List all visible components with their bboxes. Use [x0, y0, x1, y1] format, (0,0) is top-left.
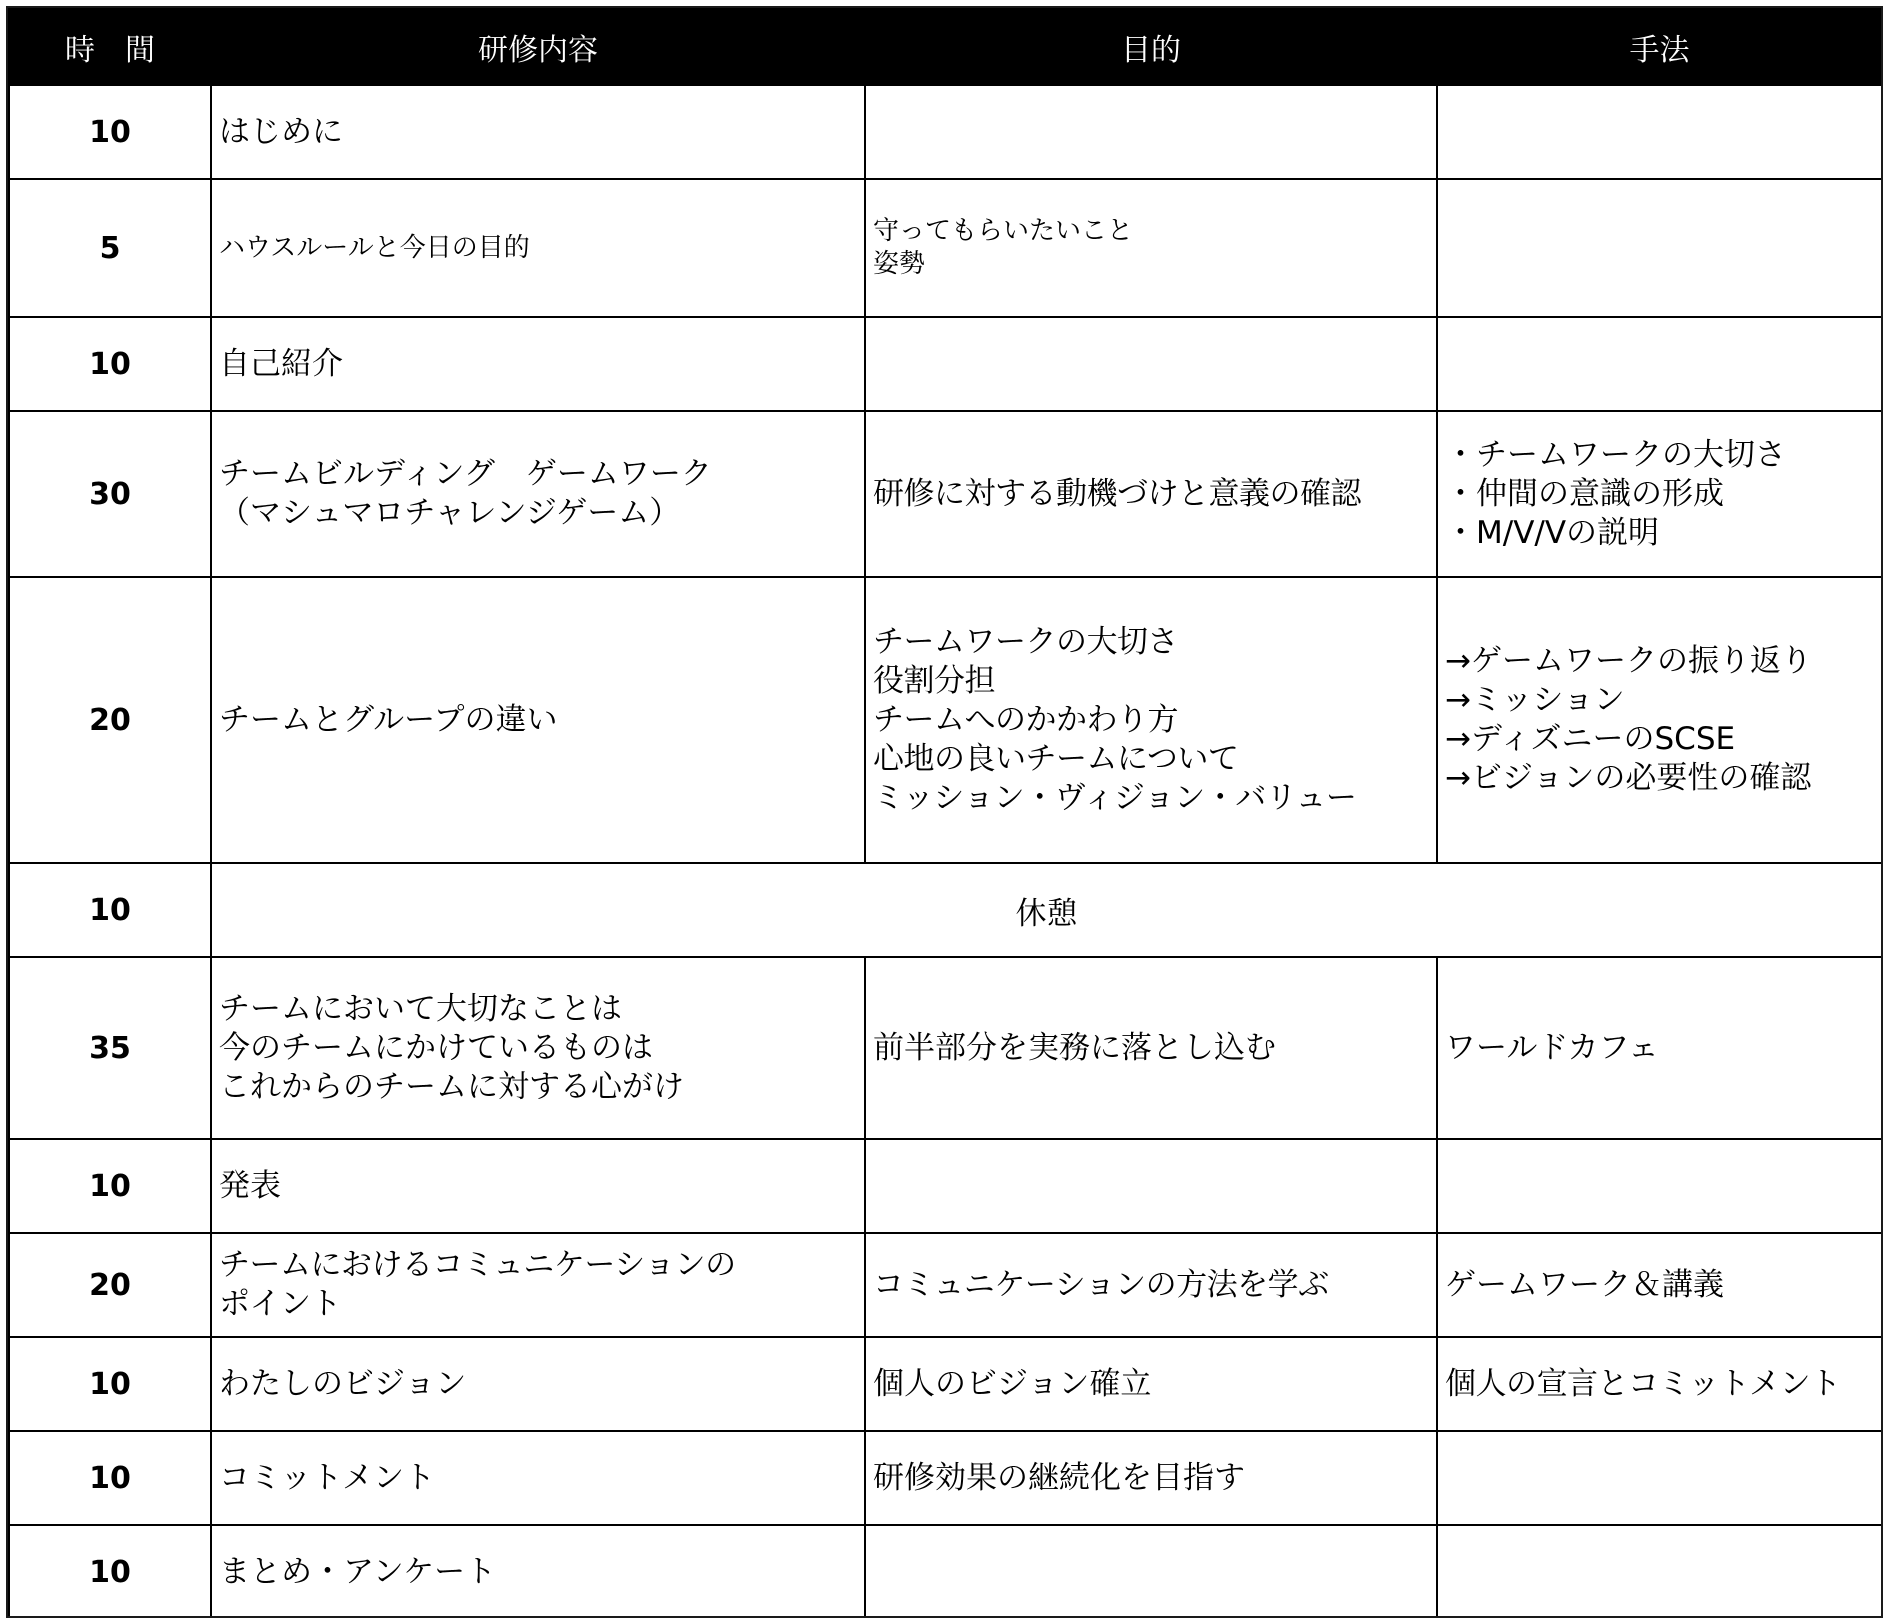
time-cell: 10: [9, 85, 211, 179]
purpose-cell: [865, 1431, 1437, 1525]
purpose-cell: [865, 1139, 1437, 1233]
method-cell: [1437, 317, 1882, 411]
table-row-break: [9, 863, 1882, 957]
purpose-line: 研修効果の継続化を目指す: [873, 1459, 1245, 1496]
content-line: チームにおいて大切なことは: [219, 990, 622, 1027]
content-cell: [211, 317, 865, 411]
content-line: 自己紹介: [219, 345, 343, 382]
purpose-cell: [865, 179, 1437, 317]
method-cell: [1437, 179, 1882, 317]
table-row: [9, 1337, 1882, 1431]
method-cell: [1437, 1337, 1882, 1431]
method-line: →ビジョンの必要性の確認: [1445, 760, 1812, 796]
method-line: ・チームワークの大切さ: [1445, 436, 1786, 473]
content-cell: [211, 1139, 865, 1233]
purpose-cell: [865, 411, 1437, 577]
header-row: [9, 9, 1882, 85]
content-cell: [211, 1525, 865, 1618]
purpose-line: 姿勢: [873, 249, 926, 279]
method-line: ゲームワーク＆講義: [1445, 1266, 1724, 1303]
method-cell: [1437, 85, 1882, 179]
content-cell: [211, 1233, 865, 1337]
method-line: ワールドカフェ: [1445, 1029, 1659, 1066]
content-cell: [211, 85, 865, 179]
time-cell: 10: [9, 317, 211, 411]
content-cell: [211, 179, 865, 317]
purpose-cell: [865, 957, 1437, 1139]
content-line: 今のチームにかけているものは: [219, 1029, 653, 1066]
time-cell: 10: [9, 1525, 211, 1618]
content-line: これからのチームに対する心がけ: [219, 1068, 684, 1105]
training-schedule-table: [8, 8, 1883, 1618]
content-cell: [211, 957, 865, 1139]
purpose-line: 守ってもらいたいこと: [873, 216, 1134, 246]
method-line: ・M/V/Vの説明: [1445, 514, 1660, 551]
break-cell: 休憩: [211, 863, 1882, 957]
method-cell: [1437, 957, 1882, 1139]
time-cell: 10: [9, 1139, 211, 1233]
table-row: [9, 1139, 1882, 1233]
content-cell: [211, 577, 865, 863]
content-line: まとめ・アンケート: [219, 1553, 497, 1590]
method-cell: [1437, 1139, 1882, 1233]
purpose-line: ミッション・ヴィジョン・バリュー: [873, 779, 1357, 816]
content-cell: [211, 1431, 865, 1525]
time-cell: 10: [9, 1431, 211, 1525]
table-row: [9, 1525, 1882, 1618]
purpose-cell: [865, 1525, 1437, 1618]
method-line: →ゲームワークの振り返り: [1445, 643, 1812, 679]
header-method: 手法: [1437, 9, 1882, 85]
schedule-frame: [6, 6, 1883, 1618]
header-content: 研修内容: [211, 9, 865, 85]
purpose-line: 研修に対する動機づけと意義の確認: [873, 475, 1361, 512]
content-line: ポイント: [219, 1286, 341, 1322]
table-row: [9, 317, 1882, 411]
table-row: [9, 179, 1882, 317]
content-line: コミットメント: [219, 1459, 436, 1496]
method-cell: [1437, 411, 1882, 577]
method-cell: [1437, 1525, 1882, 1618]
method-line: →ディズニーのSCSE: [1445, 721, 1736, 757]
content-line: （マシュマロチャレンジゲーム）: [219, 495, 681, 531]
table-row: [9, 411, 1882, 577]
purpose-cell: [865, 317, 1437, 411]
header-purpose: 目的: [865, 9, 1437, 85]
method-line: ・仲間の意識の形成: [1445, 475, 1724, 512]
time-cell: 5: [9, 179, 211, 317]
purpose-cell: [865, 1337, 1437, 1431]
content-line: わたしのビジョン: [219, 1365, 467, 1402]
table-row: [9, 957, 1882, 1139]
content-line: はじめに: [219, 113, 343, 150]
table-row: [9, 85, 1882, 179]
table-row: [9, 1431, 1882, 1525]
table-row: [9, 577, 1882, 863]
time-cell: 10: [9, 1337, 211, 1431]
purpose-line: コミュニケーションの方法を学ぶ: [873, 1266, 1329, 1303]
purpose-line: 個人のビジョン確立: [873, 1365, 1152, 1402]
content-line: チームとグループの違い: [219, 701, 558, 738]
time-cell: 30: [9, 411, 211, 577]
time-cell: 35: [9, 957, 211, 1139]
method-line: →ミッション: [1445, 682, 1625, 718]
purpose-line: 心地の良いチームについて: [873, 740, 1239, 777]
method-line: 個人の宣言とコミットメント: [1445, 1365, 1841, 1402]
purpose-cell: [865, 577, 1437, 863]
purpose-line: 役割分担: [873, 662, 995, 699]
method-cell: [1437, 1233, 1882, 1337]
method-cell: [1437, 1431, 1882, 1525]
purpose-line: チームへのかかわり方: [873, 701, 1178, 738]
method-cell: [1437, 577, 1882, 863]
content-cell: [211, 411, 865, 577]
header-time: 時 間: [9, 9, 211, 85]
content-line: チームビルディング ゲームワーク: [219, 456, 712, 492]
purpose-line: チームワークの大切さ: [873, 623, 1178, 660]
purpose-cell: [865, 1233, 1437, 1337]
content-line: ハウスルールと今日の目的: [219, 232, 530, 263]
content-cell: [211, 1337, 865, 1431]
time-cell: 20: [9, 1233, 211, 1337]
purpose-line: 前半部分を実務に落とし込む: [873, 1029, 1276, 1066]
purpose-cell: [865, 85, 1437, 179]
content-line: 発表: [219, 1167, 281, 1204]
table-row: [9, 1233, 1882, 1337]
content-line: チームにおけるコミュニケーションの: [219, 1247, 736, 1283]
time-cell: 20: [9, 577, 211, 863]
time-cell: 10: [9, 863, 211, 957]
